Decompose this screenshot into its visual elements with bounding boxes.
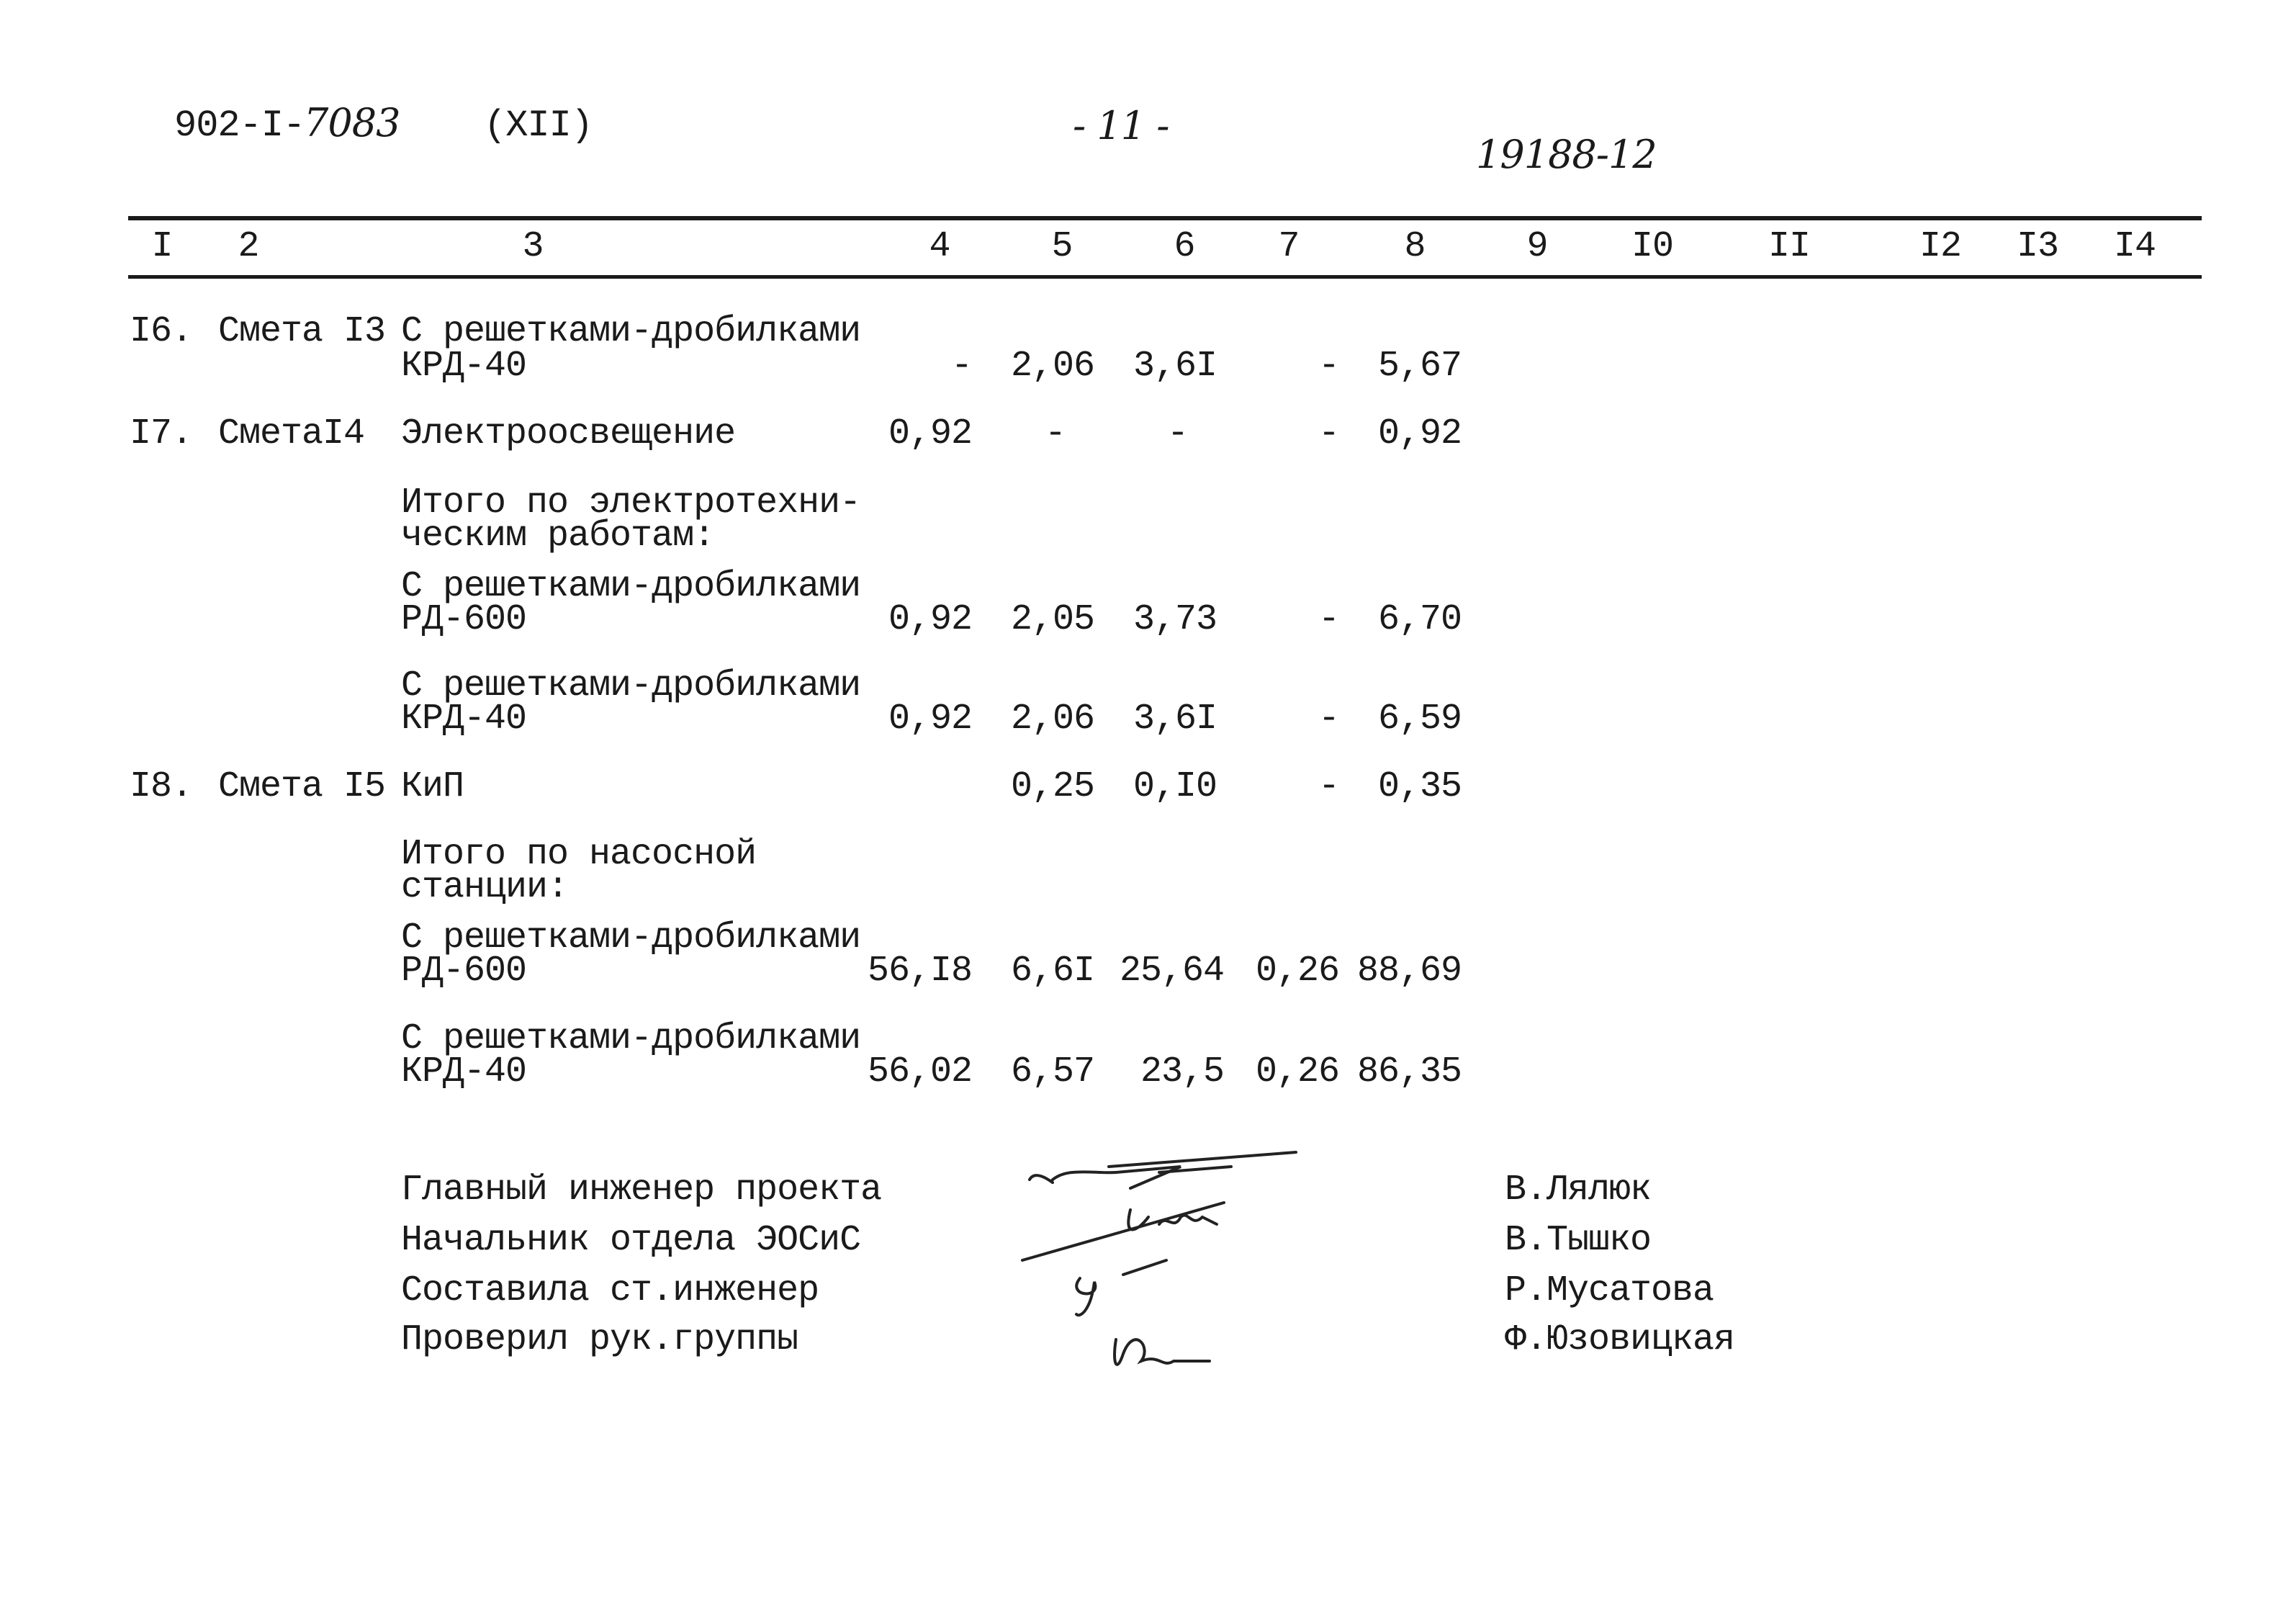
col-header: 3: [522, 226, 544, 267]
row-description: С решетками-дробилками: [401, 1018, 861, 1059]
subtotal-label: Итого по насосной: [401, 834, 757, 875]
cell-col6: 0,I0: [1133, 766, 1217, 807]
col-header: 5: [1051, 226, 1073, 267]
cell-col7: -: [1318, 766, 1339, 807]
cell-col5: 2,05: [1010, 599, 1094, 640]
signature-name: Ф.Юзовицкая: [1505, 1319, 1735, 1360]
signature-stroke: [1123, 1260, 1166, 1275]
cell-col4: 56,02: [867, 1051, 972, 1092]
part-number: (XII): [484, 104, 593, 147]
col-header: I: [151, 226, 173, 267]
row-description-cont: КРД-40: [401, 1051, 527, 1092]
col-header: 4: [929, 226, 950, 267]
col-header: 7: [1278, 226, 1300, 267]
signature-role: Составила ст.инженер: [401, 1270, 819, 1311]
cell-col4: 0,92: [888, 413, 972, 454]
cell-col5: 2,06: [1010, 699, 1094, 740]
doc-code-handwritten: 7083: [304, 100, 400, 145]
handwritten-signatures: [1008, 1145, 1354, 1404]
cell-col7: -: [1318, 413, 1339, 454]
col-header: I3: [2016, 226, 2058, 267]
cell-col8: 88,69: [1356, 951, 1462, 992]
cell-col6: -: [1166, 413, 1188, 454]
signature-role: Главный инженер проекта: [401, 1170, 882, 1211]
cell-col7: 0,26: [1255, 1051, 1339, 1092]
cell-col7: -: [1318, 599, 1339, 640]
cell-col8: 0,35: [1377, 766, 1462, 807]
col-header: II: [1768, 226, 1810, 267]
signature-role: Проверил рук.группы: [401, 1319, 798, 1360]
cell-col7: -: [1318, 699, 1339, 740]
row-description: С решетками-дробилками: [401, 311, 861, 352]
col-header: 9: [1526, 226, 1548, 267]
row-description: С решетками-дробилками: [401, 566, 861, 607]
cell-col8: 86,35: [1356, 1051, 1462, 1092]
signature-stroke: [1022, 1203, 1224, 1260]
cell-col5: 6,6I: [1010, 951, 1094, 992]
cell-col6: 3,6I: [1133, 346, 1217, 387]
cell-col8: 6,59: [1377, 699, 1462, 740]
archive-number: 19188-12: [1476, 132, 1657, 177]
col-header: 8: [1404, 226, 1426, 267]
cell-col7: -: [1318, 346, 1339, 387]
cell-col4: -: [950, 346, 972, 387]
row-estimate: СметаI4: [218, 413, 365, 454]
row-description-cont: РД-600: [401, 951, 527, 992]
cell-col5: 6,57: [1010, 1051, 1094, 1092]
cell-col6: 3,6I: [1133, 699, 1217, 740]
header-rule: [128, 275, 2202, 279]
cell-col5: 0,25: [1010, 766, 1094, 807]
cell-col7: 0,26: [1255, 951, 1339, 992]
cell-col6: 25,64: [1119, 951, 1224, 992]
cell-col8: 5,67: [1377, 346, 1462, 387]
cell-col4: 0,92: [888, 699, 972, 740]
row-estimate: Смета I5: [218, 766, 386, 807]
cell-col4: 0,92: [888, 599, 972, 640]
signature-stroke: [1076, 1278, 1095, 1315]
row-estimate: Смета I3: [218, 311, 386, 352]
col-header: I2: [1919, 226, 1961, 267]
row-number: I7.: [130, 413, 193, 454]
cell-col8: 0,92: [1377, 413, 1462, 454]
row-description: КиП: [401, 766, 464, 807]
page-number: - 11 -: [1073, 103, 1169, 148]
col-header: 2: [238, 226, 259, 267]
signature-role: Начальник отдела ЭОСиС: [401, 1220, 861, 1261]
cell-col6: 3,73: [1133, 599, 1217, 640]
subtotal-label-cont: ческим работам:: [401, 516, 715, 557]
cell-col8: 6,70: [1377, 599, 1462, 640]
row-description-cont: РД-600: [401, 599, 527, 640]
cell-col5: 2,06: [1010, 346, 1094, 387]
col-header: I0: [1631, 226, 1673, 267]
col-header: I4: [2113, 226, 2156, 267]
row-description: С решетками-дробилками: [401, 917, 861, 959]
signature-stroke: [1128, 1210, 1217, 1230]
signature-stroke: [1115, 1339, 1210, 1365]
cell-col4: 56,I8: [867, 951, 972, 992]
signature-stroke: [1030, 1167, 1181, 1188]
subtotal-label: Итого по электротехни-: [401, 482, 861, 524]
row-description-cont: КРД-40: [401, 699, 527, 740]
col-header: 6: [1174, 226, 1195, 267]
row-number: I8.: [130, 766, 193, 807]
signature-name: Р.Мусатова: [1505, 1270, 1714, 1311]
row-description: Электроосвещение: [401, 413, 736, 454]
row-number: I6.: [130, 311, 193, 352]
row-description-cont: КРД-40: [401, 346, 527, 387]
signature-name: В.Лялюк: [1505, 1170, 1652, 1211]
cell-col5: -: [1044, 413, 1066, 454]
doc-code: 902-I-: [174, 104, 305, 147]
subtotal-label-cont: станции:: [401, 867, 569, 908]
cell-col6: 23,5: [1140, 1051, 1224, 1092]
signature-name: В.Тышко: [1505, 1220, 1652, 1261]
row-description: С решетками-дробилками: [401, 665, 861, 706]
top-rule: [128, 216, 2202, 220]
